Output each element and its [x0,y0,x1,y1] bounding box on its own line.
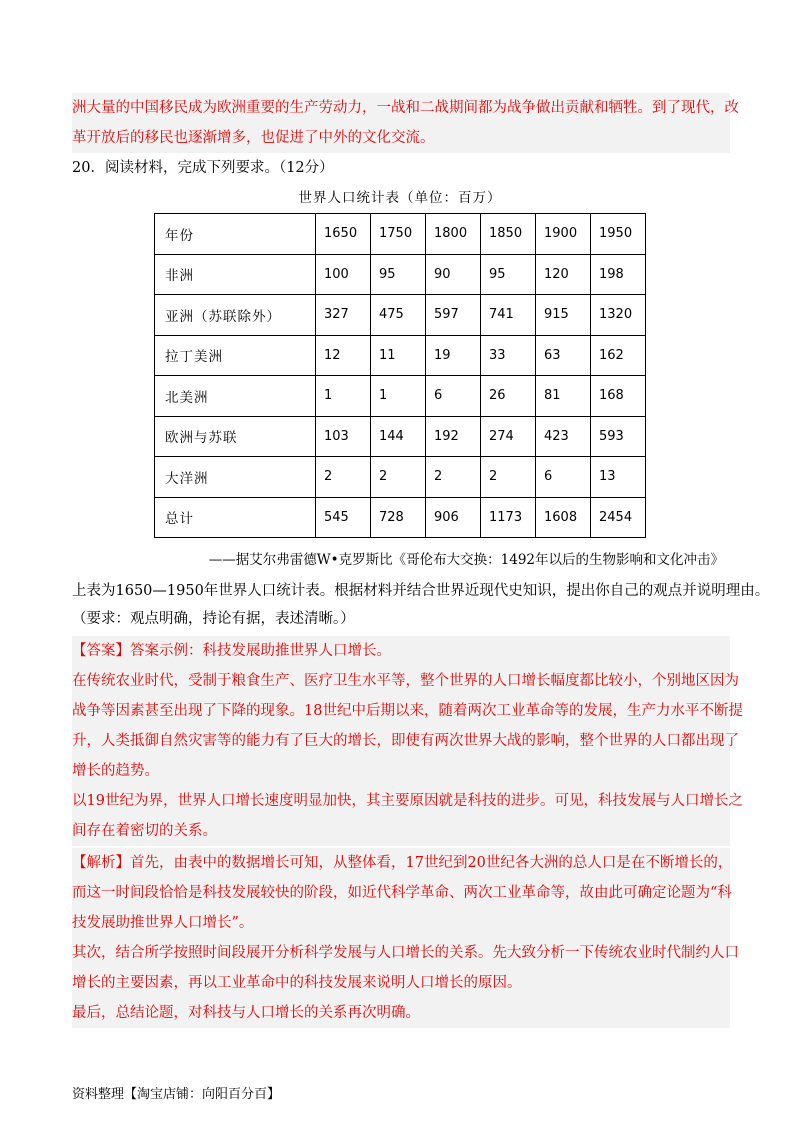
table-header-cell: 1900 [536,214,591,255]
table-row [155,416,646,457]
table-row [155,376,646,417]
population-table [154,213,646,538]
table-header-cell: 1650 [316,214,371,255]
table-cell: 103 [316,416,371,457]
table-cell: 63 [536,335,591,376]
table-cell: 741 [481,295,536,336]
table-cell: 915 [536,295,591,336]
table-cell: 2 [316,457,371,498]
table-total-row [155,497,646,538]
answer-line: 升，人类抵御自然灾害等的能力有了巨大的增长，即使有两次世界大战的影响，整个世界的人口都出现了 [72,733,739,749]
intro-line: 革开放后的移民也逐渐增多，也促进了中外的文化交流。 [72,130,435,146]
intro-paragraph [72,93,739,153]
analysis-line: 最后，总结论题，对科技与人口增长的关系再次明确。 [72,1005,420,1021]
table-cell: 6 [426,376,481,417]
table-cell: 198 [591,254,646,295]
table-cell: 728 [371,497,426,538]
table-cell: 192 [426,416,481,457]
table-cell: 1 [316,376,371,417]
table-cell: 19 [426,335,481,376]
analysis-line: 其次，结合所学按照时间段展开分析科学发展与人口增长的关系。先大致分析一下传统农业时代制约人口 [72,945,739,961]
table-cell: 1173 [481,497,536,538]
table-cell: 1 [371,376,426,417]
answer-line: 以19世纪为界，世界人口增长速度明显加快，其主要原因就是科技的进步。可见，科技发展与人口增长之 [72,793,743,809]
table-cell: 12 [316,335,371,376]
table-cell: 13 [591,457,646,498]
analysis-line: 而这一时间段恰恰是科技发展较快的阶段，如近代科学革命、两次工业革命等，故由此可确定论题为“科 [72,885,732,901]
question-heading: 20．阅读材料，完成下列要求。（12分） [72,160,334,176]
table-row [155,254,646,295]
table-cell: 545 [316,497,371,538]
table-cell: 144 [371,416,426,457]
analysis-block [72,848,739,1028]
table-cell: 100 [316,254,371,295]
table-cell: 475 [371,295,426,336]
table-cell: 26 [481,376,536,417]
intro-line: 洲大量的中国移民成为欧洲重要的生产劳动力，一战和二战期间都为战争做出贡献和牺牲。到了现代，改 [72,100,739,116]
table-cell: 亚洲（苏联除外） [155,295,316,336]
table-cell: 168 [591,376,646,417]
table-cell: 120 [536,254,591,295]
table-cell: 90 [426,254,481,295]
table-cell: 327 [316,295,371,336]
table-cell: 162 [591,335,646,376]
answer-block [72,636,743,846]
table-cell: 非洲 [155,254,316,295]
answer-line: 在传统农业时代，受制于粮食生产、医疗卫生水平等，整个世界的人口增长幅度都比较小，个别地区因为 [72,673,739,689]
table-cell: 2 [371,457,426,498]
table-cell: 81 [536,376,591,417]
table-cell: 北美洲 [155,376,316,417]
table-cell: 274 [481,416,536,457]
table-header-row [155,214,646,255]
table-row [155,457,646,498]
page-footer: 资料整理【淘宝店铺：向阳百分百】 [72,1087,281,1102]
table-cell: 95 [371,254,426,295]
answer-line: 战争等因素甚至出现了下降的现象。18世纪中后期以来，随着两次工业革命等的发展，生产力水平不断提 [72,703,743,719]
table-cell: 拉丁美洲 [155,335,316,376]
table-cell: 1608 [536,497,591,538]
table-cell: 6 [536,457,591,498]
table-header-cell: 年份 [155,214,316,255]
table-header-cell: 1850 [481,214,536,255]
table-cell: 2454 [591,497,646,538]
question-prompt [72,577,772,633]
table-cell: 大洋洲 [155,457,316,498]
table-cell: 906 [426,497,481,538]
table-header-cell: 1950 [591,214,646,255]
table-cell: 1320 [591,295,646,336]
table-header-cell: 1800 [426,214,481,255]
table-cell: 2 [481,457,536,498]
table-cell: 总计 [155,497,316,538]
table-source: ——据艾尔弗雷德W•克罗斯比《哥伦布大交换：1492年以后的生物影响和文化冲击》 [208,552,724,568]
table-cell: 597 [426,295,481,336]
table-cell: 593 [591,416,646,457]
answer-line: 间存在着密切的关系。 [72,823,217,839]
table-row [155,295,646,336]
table-cell: 欧洲与苏联 [155,416,316,457]
prompt-line: （要求：观点明确，持论有据，表述清晰。） [72,611,355,627]
table-cell: 423 [536,416,591,457]
prompt-line: 上表为1650—1950年世界人口统计表。根据材料并结合世界近现代史知识，提出你自己的观点并说明理由。 [72,583,770,599]
table-cell: 11 [371,335,426,376]
answer-line: 【答案】答案示例：科技发展助推世界人口增长。 [72,643,391,659]
answer-line: 增长的趋势。 [72,763,159,779]
table-cell: 33 [481,335,536,376]
table-cell: 2 [426,457,481,498]
analysis-line: 【解析】首先，由表中的数据增长可知，从整体看，17世纪到20世纪各大洲的总人口是在不断增长的， [72,855,733,871]
table-header-cell: 1750 [371,214,426,255]
analysis-line: 技发展助推世界人口增长”。 [72,915,254,931]
table-caption: 世界人口统计表（单位：百万） [298,190,502,206]
table-cell: 95 [481,254,536,295]
analysis-line: 增长的主要因素，再以工业革命中的科技发展来说明人口增长的原因。 [72,975,522,991]
table-row [155,335,646,376]
